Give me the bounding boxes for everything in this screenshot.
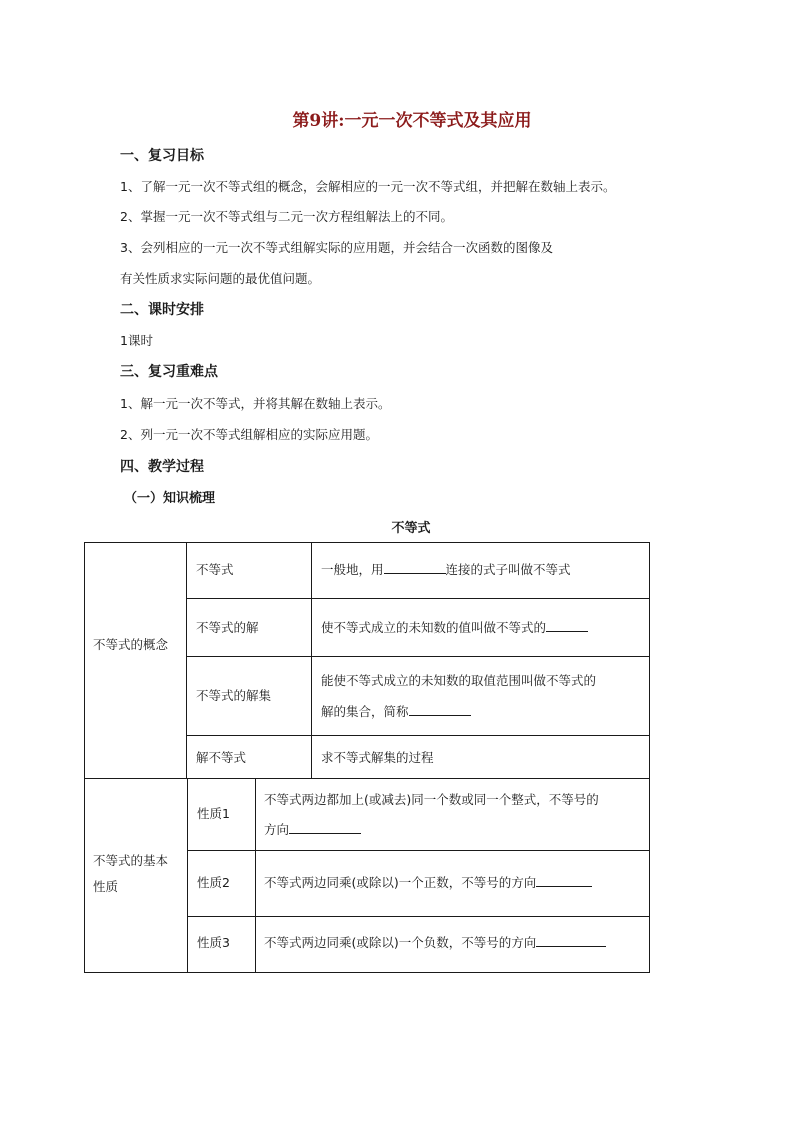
desc-inequality-post: 连接的式子叫做不等式	[445, 562, 571, 577]
desc-property-3	[264, 930, 606, 956]
goal-item-3-cont: 有关性质求实际问题的最优值问题。	[120, 271, 321, 286]
desc-inequality	[321, 557, 571, 583]
goal-item-1: 1、了解一元一次不等式组的概念，会解相应的一元一次不等式组，并把解在数轴上表示。	[120, 179, 616, 194]
desc-solution-set-line1: 能使不等式成立的未知数的取值范围叫做不等式的	[321, 673, 597, 688]
fill-blank[interactable]	[536, 873, 592, 887]
table-caption: 不等式	[391, 521, 431, 536]
fill-blank[interactable]	[289, 820, 361, 834]
difficulty-item-1: 1、解一元一次不等式，并将其解在数轴上表示。	[120, 396, 391, 411]
fill-blank[interactable]	[409, 702, 471, 716]
schedule-text: 1课时	[120, 333, 153, 348]
term-property-3: 性质3	[197, 935, 230, 950]
desc-solution-set-line2	[321, 699, 471, 725]
desc-solution-text: 使不等式成立的未知数的值叫做不等式的	[321, 620, 547, 635]
difficulty-item-2: 2、列一元一次不等式组解相应的实际应用题。	[120, 427, 378, 442]
desc-property-1-line2-text: 方向	[264, 822, 290, 837]
lesson-title: 第9讲:一元一次不等式及其应用	[292, 111, 532, 131]
term-solution: 不等式的解	[196, 620, 259, 635]
desc-property-1-line2	[264, 817, 361, 843]
goal-item-3: 3、会列相应的一元一次不等式组解实际的应用题，并会结合一次函数的图像及	[120, 240, 553, 255]
desc-property-2	[264, 870, 592, 896]
group-label-properties: 不等式的基本性质	[93, 853, 169, 894]
section-heading-process: 四、教学过程	[120, 459, 204, 475]
desc-property-1-line1: 不等式两边都加上(或减去)同一个数或同一个整式，不等号的	[264, 792, 599, 807]
section-heading-difficulties: 三、复习重难点	[120, 364, 218, 380]
section-heading-goals: 一、复习目标	[120, 148, 204, 164]
goal-item-2: 2、掌握一元一次不等式组与二元一次方程组解法上的不同。	[120, 209, 453, 224]
subsection-heading: （一）知识梳理	[124, 491, 216, 506]
desc-property-2-text: 不等式两边同乘(或除以)一个正数，不等号的方向	[264, 875, 537, 890]
fill-blank[interactable]	[546, 618, 588, 632]
fill-blank[interactable]	[536, 933, 606, 947]
term-inequality: 不等式	[196, 562, 234, 577]
desc-solve: 求不等式解集的过程	[321, 750, 434, 765]
desc-solution	[321, 615, 588, 641]
fill-blank[interactable]	[384, 560, 446, 574]
term-solution-set: 不等式的解集	[196, 688, 272, 703]
desc-property-3-text: 不等式两边同乘(或除以)一个负数，不等号的方向	[264, 935, 537, 950]
term-solve: 解不等式	[196, 750, 247, 765]
knowledge-table	[84, 542, 650, 973]
term-property-1: 性质1	[197, 806, 230, 821]
section-heading-schedule: 二、课时安排	[120, 302, 204, 318]
term-property-2: 性质2	[197, 875, 230, 890]
group-label-concept: 不等式的概念	[93, 637, 169, 652]
desc-inequality-pre: 一般地，用	[321, 562, 384, 577]
desc-solution-set-line2-text: 解的集合，简称	[321, 704, 409, 719]
